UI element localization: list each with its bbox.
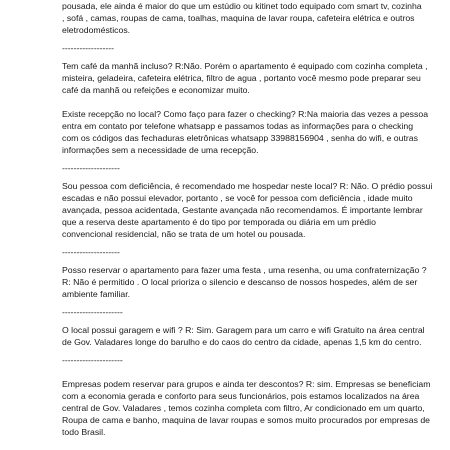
text-line: convencional residencial, não se trata de um hotel ou pousada. (62, 229, 306, 239)
separator: --------------------- (62, 307, 123, 317)
text-line: ambiente familiar. (62, 289, 131, 299)
text-line: R: Não é permitido . O local prioriza o silencio e descanso de nossos hospedes, além de ser (62, 277, 418, 287)
text-line: com os códigos das fechaduras eletrônicas whatsapp 33988156904 , senha do wifi, e outras (62, 133, 418, 143)
text-line: misteira, geladeira, cafeteira elétrica, filtro de agua , portanto você mesmo pode preparar seu (62, 73, 421, 83)
text-line: Empresas podem reservar para grupos e ainda ter descontos? R: sim. Empresas se beneficiam (62, 379, 431, 389)
text-line: informações sem a necessidade de uma recepção. (62, 145, 259, 155)
text-line: que a reserva deste apartamento é do tipo por temporada ou diária em um prédio (62, 217, 376, 227)
text-line: com a economia gerada e conforto para seus funcionários, pois estamos localizados na área (62, 391, 420, 401)
text-line: Existe recepção no local? Como faço para fazer o checking? R:Na maioria das vezes a pessoa (62, 109, 429, 119)
text-line: café da manhã ou refeições e economizar muito. (62, 85, 250, 95)
separator: -------------------- (62, 163, 120, 173)
text-line: entra em contato por telefone whatsapp e passamos todas as informações para o checking (62, 121, 414, 131)
text-line: pousada, ele ainda é maior do que um estúdio ou kitinet todo equipado com smart tv, cozinha (62, 1, 422, 11)
text-line: de Gov. Valadares longe do barulho e do caos do centro da cidade, apenas 1,5 km do centro. (62, 337, 422, 347)
text-line: eletrodomésticos. (62, 25, 131, 35)
text-line: Roupa de cama e banho, maquina de lavar roupas e somos muito procurados por empresas de (62, 415, 430, 425)
text-line: Tem café da manhã incluso? R:Não. Porém o apartamento é equipado com cozinha completa , (62, 61, 428, 71)
text-line: O local possui garagem e wifi ? R: Sim. Garagem para um carro e wifi Gratuito na área central (62, 325, 425, 335)
text-line: central de Gov. Valadares , temos cozinha completa com filtro, Ar condicionado em um quarto, (62, 403, 425, 413)
text-line: Sou pessoa com deficiência, é recomendado me hospedar neste local? R: Não. O prédio possui (62, 181, 433, 191)
text-line: avançada, pessoa acidentada, Gestante avançada não recomendamos. É importante lembrar (62, 205, 423, 215)
text-line: escadas e não possui elevador, portanto , se você for pessoa com deficiência , idade muito (62, 193, 413, 203)
separator: -------------------- (62, 247, 120, 257)
text-line: Posso reservar o apartamento para fazer uma festa , uma resenha, ou uma confraternização ? (62, 265, 427, 275)
separator: ------------------ (62, 43, 115, 53)
text-line: , sofá , camas, roupas de cama, toalhas, maquina de lavar roupa, cafeteira elétrica e outros (62, 13, 415, 23)
text-line: todo Brasil. (62, 427, 106, 437)
separator: --------------------- (62, 355, 123, 365)
